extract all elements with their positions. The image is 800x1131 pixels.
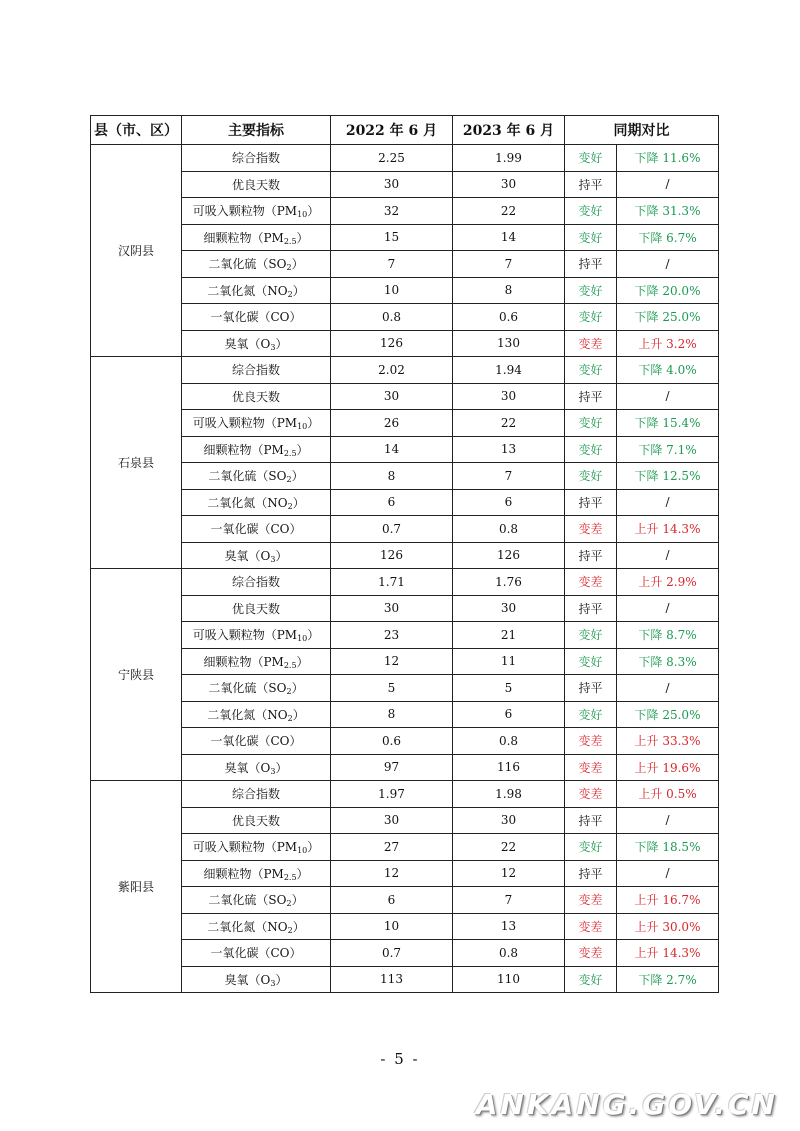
indicator-subscript: 2 — [287, 925, 293, 935]
indicator-subscript: 2 — [287, 289, 293, 299]
indicator-cell — [182, 410, 331, 437]
value-2023: 1.94 — [453, 357, 565, 384]
trend-status: 变好 — [565, 966, 617, 993]
indicator-label: 一氧化碳（CO） — [210, 734, 302, 749]
change-percent: 下降 25.0% — [617, 304, 719, 331]
indicator-cell — [182, 781, 331, 808]
table-row — [91, 913, 719, 940]
indicator-label: 综合指数 — [231, 575, 280, 590]
indicator-cell — [182, 251, 331, 278]
value-2022: 8 — [331, 463, 453, 490]
change-percent: 下降 25.0% — [617, 701, 719, 728]
change-percent: 下降 4.0% — [617, 357, 719, 384]
value-2022: 26 — [331, 410, 453, 437]
trend-status: 持平 — [565, 675, 617, 702]
table-row — [91, 410, 719, 437]
trend-status: 变好 — [565, 834, 617, 861]
table-row — [91, 675, 719, 702]
value-2023: 7 — [453, 251, 565, 278]
value-2023: 5 — [453, 675, 565, 702]
change-percent: 下降 6.7% — [617, 224, 719, 251]
trend-status: 变好 — [565, 410, 617, 437]
county-cell — [91, 145, 182, 357]
indicator-label: 综合指数 — [231, 363, 280, 378]
value-2023: 13 — [453, 913, 565, 940]
indicator-tail: ） — [275, 548, 288, 563]
indicator-cell — [182, 224, 331, 251]
trend-status: 变好 — [565, 304, 617, 331]
indicator-tail: ） — [307, 628, 320, 643]
trend-status: 变差 — [565, 754, 617, 781]
table-row — [91, 940, 719, 967]
value-2023: 22 — [453, 834, 565, 861]
indicator-tail: ） — [292, 707, 305, 722]
indicator-cell — [182, 463, 331, 490]
table-row — [91, 781, 719, 808]
indicator-tail: ） — [307, 840, 320, 855]
trend-status: 持平 — [565, 860, 617, 887]
table-row — [91, 701, 719, 728]
indicator-label: 优良天数 — [231, 389, 280, 404]
value-2022: 97 — [331, 754, 453, 781]
change-percent: 下降 12.5% — [617, 463, 719, 490]
value-2022: 15 — [331, 224, 453, 251]
trend-status: 变好 — [565, 622, 617, 649]
indicator-tail: ） — [291, 257, 304, 272]
table-row — [91, 251, 719, 278]
trend-status: 变好 — [565, 357, 617, 384]
trend-status: 变好 — [565, 145, 617, 172]
indicator-cell — [182, 807, 331, 834]
table-row — [91, 887, 719, 914]
indicator-subscript: 10 — [297, 634, 308, 644]
change-percent: / — [617, 860, 719, 887]
value-2023: 1.98 — [453, 781, 565, 808]
header-2023: 2023 年 6 月 — [453, 116, 565, 145]
value-2023: 0.8 — [453, 728, 565, 755]
table-row — [91, 489, 719, 516]
change-percent: 下降 18.5% — [617, 834, 719, 861]
indicator-tail: ） — [291, 681, 304, 696]
indicator-cell — [182, 198, 331, 225]
indicator-subscript: 2.5 — [283, 448, 297, 458]
change-percent: 下降 15.4% — [617, 410, 719, 437]
indicator-tail: ） — [296, 230, 309, 245]
indicator-tail: ） — [296, 654, 309, 669]
indicator-cell — [182, 145, 331, 172]
value-2022: 0.7 — [331, 516, 453, 543]
change-percent: / — [617, 595, 719, 622]
county-name: 石泉县 — [117, 456, 154, 470]
header-county: 县（市、区） — [91, 116, 182, 145]
change-percent: 上升 14.3% — [617, 940, 719, 967]
trend-status: 持平 — [565, 251, 617, 278]
trend-status: 变差 — [565, 913, 617, 940]
trend-status: 持平 — [565, 171, 617, 198]
indicator-subscript: 3 — [270, 978, 276, 988]
value-2022: 1.97 — [331, 781, 453, 808]
indicator-cell — [182, 675, 331, 702]
site-watermark: ANKANG.GOV.CN — [475, 1088, 778, 1121]
county-name: 宁陕县 — [117, 668, 154, 682]
value-2022: 10 — [331, 277, 453, 304]
indicator-tail: ） — [307, 416, 320, 431]
indicator-cell — [182, 357, 331, 384]
indicator-tail: ） — [292, 495, 305, 510]
value-2022: 0.6 — [331, 728, 453, 755]
change-percent: / — [617, 807, 719, 834]
table-row — [91, 436, 719, 463]
table-row — [91, 357, 719, 384]
indicator-cell — [182, 383, 331, 410]
indicator-subscript: 10 — [297, 422, 308, 432]
value-2022: 0.7 — [331, 940, 453, 967]
indicator-tail: ） — [292, 919, 305, 934]
table-row — [91, 834, 719, 861]
indicator-tail: ） — [292, 283, 305, 298]
value-2022: 5 — [331, 675, 453, 702]
indicator-cell — [182, 489, 331, 516]
indicator-label: 可吸入颗粒物（PM — [192, 416, 298, 431]
value-2023: 14 — [453, 224, 565, 251]
value-2022: 14 — [331, 436, 453, 463]
indicator-cell — [182, 277, 331, 304]
indicator-subscript: 2.5 — [283, 872, 297, 882]
change-percent: / — [617, 675, 719, 702]
value-2023: 22 — [453, 410, 565, 437]
indicator-subscript: 2 — [286, 899, 292, 909]
indicator-tail: ） — [296, 442, 309, 457]
indicator-label: 细颗粒物（PM — [203, 230, 284, 245]
change-percent: / — [617, 489, 719, 516]
table-row — [91, 542, 719, 569]
indicator-label: 可吸入颗粒物（PM — [192, 204, 298, 219]
trend-status: 变差 — [565, 516, 617, 543]
value-2023: 0.8 — [453, 940, 565, 967]
trend-status: 变好 — [565, 463, 617, 490]
air-quality-table — [90, 115, 719, 993]
header-2022: 2022 年 6 月 — [331, 116, 453, 145]
table-row — [91, 277, 719, 304]
table-row — [91, 171, 719, 198]
value-2022: 2.25 — [331, 145, 453, 172]
indicator-subscript: 2.5 — [283, 236, 297, 246]
indicator-label: 二氧化氮（NO — [207, 919, 288, 934]
trend-status: 变差 — [565, 887, 617, 914]
table-row — [91, 728, 719, 755]
table-row — [91, 198, 719, 225]
trend-status: 变好 — [565, 224, 617, 251]
value-2023: 7 — [453, 463, 565, 490]
value-2022: 0.8 — [331, 304, 453, 331]
page-number: - 5 - — [380, 1050, 420, 1068]
indicator-label: 综合指数 — [231, 787, 280, 802]
value-2022: 6 — [331, 489, 453, 516]
indicator-cell — [182, 860, 331, 887]
indicator-cell — [182, 648, 331, 675]
value-2023: 30 — [453, 171, 565, 198]
value-2023: 0.8 — [453, 516, 565, 543]
indicator-cell — [182, 622, 331, 649]
value-2023: 21 — [453, 622, 565, 649]
value-2022: 126 — [331, 330, 453, 357]
indicator-label: 二氧化硫（SO — [208, 469, 287, 484]
table-header-row — [91, 116, 719, 145]
table-row — [91, 516, 719, 543]
trend-status: 持平 — [565, 595, 617, 622]
trend-status: 持平 — [565, 542, 617, 569]
change-percent: 下降 11.6% — [617, 145, 719, 172]
indicator-label: 优良天数 — [231, 813, 280, 828]
indicator-subscript: 2 — [286, 263, 292, 273]
indicator-tail: ） — [275, 760, 288, 775]
value-2022: 30 — [331, 595, 453, 622]
value-2022: 30 — [331, 383, 453, 410]
indicator-subscript: 10 — [297, 846, 308, 856]
indicator-label: 二氧化硫（SO — [208, 257, 287, 272]
indicator-label: 可吸入颗粒物（PM — [192, 628, 298, 643]
indicator-cell — [182, 436, 331, 463]
indicator-subscript: 3 — [270, 766, 276, 776]
indicator-label: 优良天数 — [231, 177, 280, 192]
value-2023: 7 — [453, 887, 565, 914]
value-2023: 13 — [453, 436, 565, 463]
indicator-tail: ） — [296, 866, 309, 881]
indicator-subscript: 3 — [270, 342, 276, 352]
trend-status: 持平 — [565, 807, 617, 834]
change-percent: 上升 2.9% — [617, 569, 719, 596]
indicator-subscript: 3 — [270, 554, 276, 564]
value-2022: 1.71 — [331, 569, 453, 596]
indicator-cell — [182, 171, 331, 198]
indicator-cell — [182, 728, 331, 755]
indicator-cell — [182, 330, 331, 357]
trend-status: 变好 — [565, 277, 617, 304]
indicator-cell — [182, 701, 331, 728]
indicator-label: 细颗粒物（PM — [203, 866, 284, 881]
change-percent: / — [617, 383, 719, 410]
indicator-label: 二氧化氮（NO — [207, 495, 288, 510]
indicator-label: 一氧化碳（CO） — [210, 946, 302, 961]
change-percent: 下降 31.3% — [617, 198, 719, 225]
indicator-subscript: 2 — [287, 713, 293, 723]
indicator-label: 二氧化氮（NO — [207, 283, 288, 298]
trend-status: 变好 — [565, 701, 617, 728]
change-percent: / — [617, 251, 719, 278]
trend-status: 持平 — [565, 489, 617, 516]
table-row — [91, 569, 719, 596]
indicator-label: 优良天数 — [231, 601, 280, 616]
value-2022: 30 — [331, 171, 453, 198]
header-indicator: 主要指标 — [182, 116, 331, 145]
value-2022: 12 — [331, 860, 453, 887]
county-name: 紫阳县 — [117, 880, 154, 894]
value-2022: 6 — [331, 887, 453, 914]
county-name: 汉阴县 — [117, 244, 154, 258]
indicator-label: 一氧化碳（CO） — [210, 522, 302, 537]
indicator-subscript: 10 — [297, 210, 308, 220]
trend-status: 变差 — [565, 781, 617, 808]
value-2023: 30 — [453, 595, 565, 622]
header-comparison: 同期对比 — [565, 116, 719, 145]
change-percent: 上升 33.3% — [617, 728, 719, 755]
value-2023: 6 — [453, 701, 565, 728]
change-percent: / — [617, 171, 719, 198]
value-2023: 1.99 — [453, 145, 565, 172]
value-2023: 126 — [453, 542, 565, 569]
value-2023: 11 — [453, 648, 565, 675]
indicator-label: 臭氧（O — [224, 548, 271, 563]
indicator-cell — [182, 913, 331, 940]
indicator-cell — [182, 754, 331, 781]
indicator-cell — [182, 569, 331, 596]
change-percent: 上升 16.7% — [617, 887, 719, 914]
indicator-tail: ） — [291, 469, 304, 484]
value-2022: 30 — [331, 807, 453, 834]
table-row — [91, 595, 719, 622]
trend-status: 变差 — [565, 569, 617, 596]
indicator-label: 臭氧（O — [224, 972, 271, 987]
table-row — [91, 304, 719, 331]
indicator-subscript: 2.5 — [283, 660, 297, 670]
value-2022: 2.02 — [331, 357, 453, 384]
value-2022: 7 — [331, 251, 453, 278]
table-row — [91, 224, 719, 251]
change-percent: 上升 3.2% — [617, 330, 719, 357]
change-percent: 下降 7.1% — [617, 436, 719, 463]
indicator-tail: ） — [275, 336, 288, 351]
indicator-cell — [182, 516, 331, 543]
indicator-cell — [182, 887, 331, 914]
indicator-cell — [182, 834, 331, 861]
trend-status: 变好 — [565, 648, 617, 675]
table-row — [91, 754, 719, 781]
change-percent: 下降 8.7% — [617, 622, 719, 649]
indicator-cell — [182, 940, 331, 967]
change-percent: / — [617, 542, 719, 569]
table-row — [91, 648, 719, 675]
table-row — [91, 463, 719, 490]
value-2023: 0.6 — [453, 304, 565, 331]
indicator-label: 二氧化氮（NO — [207, 707, 288, 722]
county-cell — [91, 781, 182, 993]
trend-status: 变差 — [565, 330, 617, 357]
indicator-tail: ） — [291, 893, 304, 908]
indicator-subscript: 2 — [287, 501, 293, 511]
change-percent: 上升 14.3% — [617, 516, 719, 543]
value-2022: 23 — [331, 622, 453, 649]
trend-status: 变差 — [565, 940, 617, 967]
table-row — [91, 860, 719, 887]
value-2022: 12 — [331, 648, 453, 675]
value-2023: 6 — [453, 489, 565, 516]
indicator-subscript: 2 — [286, 475, 292, 485]
table-body — [91, 145, 719, 993]
change-percent: 上升 0.5% — [617, 781, 719, 808]
value-2022: 126 — [331, 542, 453, 569]
indicator-label: 综合指数 — [231, 151, 280, 166]
table-row — [91, 145, 719, 172]
trend-status: 持平 — [565, 383, 617, 410]
indicator-label: 二氧化硫（SO — [208, 893, 287, 908]
value-2022: 113 — [331, 966, 453, 993]
indicator-tail: ） — [307, 204, 320, 219]
county-cell — [91, 569, 182, 781]
indicator-label: 臭氧（O — [224, 760, 271, 775]
value-2023: 130 — [453, 330, 565, 357]
value-2022: 10 — [331, 913, 453, 940]
indicator-cell — [182, 595, 331, 622]
value-2022: 8 — [331, 701, 453, 728]
trend-status: 变好 — [565, 436, 617, 463]
table-row — [91, 966, 719, 993]
value-2023: 30 — [453, 383, 565, 410]
indicator-label: 可吸入颗粒物（PM — [192, 840, 298, 855]
value-2022: 27 — [331, 834, 453, 861]
value-2023: 8 — [453, 277, 565, 304]
indicator-subscript: 2 — [286, 687, 292, 697]
trend-status: 变差 — [565, 728, 617, 755]
indicator-cell — [182, 304, 331, 331]
county-cell — [91, 357, 182, 569]
value-2023: 22 — [453, 198, 565, 225]
value-2022: 32 — [331, 198, 453, 225]
value-2023: 12 — [453, 860, 565, 887]
indicator-label: 细颗粒物（PM — [203, 654, 284, 669]
value-2023: 110 — [453, 966, 565, 993]
indicator-tail: ） — [275, 972, 288, 987]
value-2023: 116 — [453, 754, 565, 781]
indicator-label: 臭氧（O — [224, 336, 271, 351]
trend-status: 变好 — [565, 198, 617, 225]
change-percent: 下降 8.3% — [617, 648, 719, 675]
indicator-label: 细颗粒物（PM — [203, 442, 284, 457]
change-percent: 上升 30.0% — [617, 913, 719, 940]
table-row — [91, 622, 719, 649]
change-percent: 下降 20.0% — [617, 277, 719, 304]
indicator-cell — [182, 966, 331, 993]
change-percent: 上升 19.6% — [617, 754, 719, 781]
indicator-label: 二氧化硫（SO — [208, 681, 287, 696]
table-row — [91, 383, 719, 410]
table-row — [91, 807, 719, 834]
value-2023: 1.76 — [453, 569, 565, 596]
value-2023: 30 — [453, 807, 565, 834]
indicator-label: 一氧化碳（CO） — [210, 310, 302, 325]
change-percent: 下降 2.7% — [617, 966, 719, 993]
table-row — [91, 330, 719, 357]
indicator-cell — [182, 542, 331, 569]
